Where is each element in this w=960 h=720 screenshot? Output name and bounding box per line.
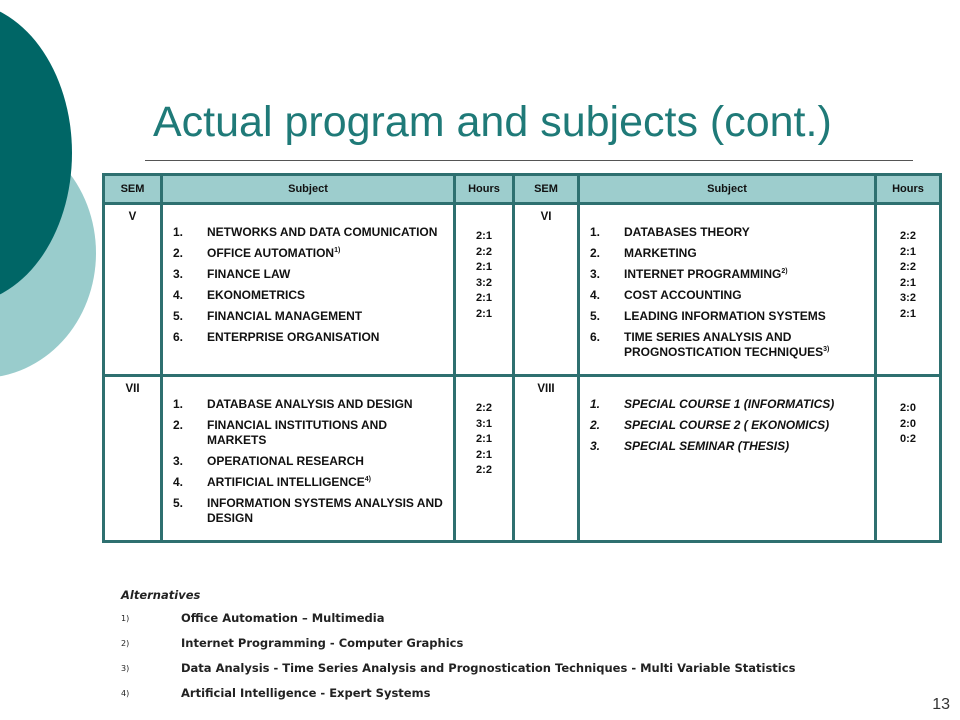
footnote-marker: 1) [334, 247, 341, 254]
table-header-row [104, 175, 941, 204]
subject-number: 2. [590, 418, 601, 432]
subject-item [590, 225, 868, 240]
hours-cell [876, 376, 941, 542]
header-subject: Subject [162, 175, 455, 204]
subject-number: 4. [173, 475, 184, 489]
hours-value: 2:2 [900, 230, 916, 242]
hours-value: 2:1 [900, 245, 916, 258]
subject-number: 4. [173, 288, 184, 302]
alternative-number: 1) [121, 614, 130, 623]
subject-name: COST ACCOUNTING [624, 288, 742, 302]
hours-cell [455, 376, 514, 542]
subject-text [207, 267, 447, 282]
alternative-item [121, 661, 795, 686]
subject-name: ENTERPRISE ORGANISATION [207, 330, 380, 344]
hours-value: 2:0 [900, 402, 916, 414]
subject-text [624, 288, 868, 303]
table-row [104, 204, 941, 376]
subject-number: 2. [590, 246, 601, 260]
subject-item [173, 309, 447, 324]
subject-number: 1. [173, 397, 184, 411]
subject-item [173, 246, 447, 261]
header-subject: Subject [579, 175, 876, 204]
subject-list [163, 205, 453, 359]
hours-value: 0:2 [900, 433, 916, 445]
header-sem: SEM [514, 175, 579, 204]
subject-number: 3. [590, 439, 601, 453]
subject-name: INFORMATION SYSTEMS ANALYSIS AND DESIGN [207, 496, 443, 525]
title-divider [145, 160, 913, 161]
subject-item [590, 330, 868, 360]
subject-item [173, 397, 447, 412]
subject-item [590, 418, 868, 433]
subject-item [590, 246, 868, 261]
program-table [102, 173, 942, 543]
subjects-cell [579, 204, 876, 376]
hours-cell [876, 204, 941, 376]
alternative-number: 2) [121, 639, 130, 648]
subject-name: SPECIAL SEMINAR (THESIS) [624, 439, 790, 453]
subject-text [207, 246, 447, 261]
subject-text [624, 397, 868, 412]
hours-value: 2:1 [476, 292, 492, 304]
subject-list [580, 205, 874, 374]
subject-text [624, 267, 868, 282]
subject-text [207, 496, 447, 526]
footnote-marker: 3) [823, 346, 830, 353]
subject-number: 1. [590, 225, 601, 239]
alternative-item [121, 686, 795, 711]
slide-title: Actual program and subjects (cont.) [153, 98, 832, 146]
subject-name: DATABASES THEORY [624, 225, 750, 239]
subject-name: DATABASE ANALYSIS AND DESIGN [207, 397, 413, 411]
subject-name: INTERNET PROGRAMMING [624, 267, 782, 281]
subject-name: OPERATIONAL RESEARCH [207, 454, 364, 468]
subject-text [207, 225, 447, 240]
subject-number: 5. [590, 309, 601, 323]
subject-list [163, 377, 453, 540]
hours-value: 2:2 [476, 402, 492, 414]
subject-name: ARTIFICIAL INTELLIGENCE [207, 475, 365, 489]
semester-cell: VII [104, 376, 162, 542]
subject-item [173, 267, 447, 282]
subject-number: 4. [590, 288, 601, 302]
subject-name: MARKETING [624, 246, 697, 260]
subject-item [173, 288, 447, 303]
subject-text [624, 246, 868, 261]
subject-number: 1. [590, 397, 601, 411]
subject-text [207, 475, 447, 490]
alternative-item [121, 611, 795, 636]
hours-value: 2:0 [900, 417, 916, 430]
subject-text [624, 418, 868, 433]
hours-value: 2:1 [476, 230, 492, 242]
alternatives-list [121, 611, 795, 711]
subject-item [173, 496, 447, 526]
subject-item [173, 225, 447, 240]
subject-name: EKONOMETRICS [207, 288, 306, 302]
alternative-text: Artificial Intelligence - Expert Systems [181, 686, 431, 700]
alternative-item [121, 636, 795, 661]
subject-number: 2. [173, 246, 184, 260]
hours-value: 2:2 [476, 464, 492, 476]
subject-text [624, 309, 868, 324]
footnote-marker: 2) [781, 268, 788, 275]
subject-list [580, 377, 874, 468]
hours-value: 2:1 [900, 276, 916, 289]
hours-value: 3:2 [476, 276, 492, 289]
semester-cell: VI [514, 204, 579, 376]
alternative-number: 4) [121, 689, 130, 698]
subject-text [207, 397, 447, 412]
subject-number: 6. [173, 330, 184, 344]
subject-name: FINANCIAL INSTITUTIONS AND MARKETS [207, 418, 387, 447]
subject-number: 6. [590, 330, 601, 344]
subject-text [624, 439, 868, 454]
hours-value: 2:1 [476, 261, 492, 273]
subject-number: 5. [173, 309, 184, 323]
subject-item [173, 418, 447, 448]
subject-number: 1. [173, 225, 184, 239]
footnote-marker: 4) [364, 476, 372, 483]
subject-name: TIME SERIES ANALYSIS AND PROGNOSTICATION TECHNIQUES [624, 330, 824, 359]
subject-item [590, 309, 868, 324]
subject-number: 5. [173, 496, 184, 510]
subject-text [624, 225, 868, 240]
subjects-cell [162, 204, 455, 376]
subject-item [173, 330, 447, 345]
subject-name: SPECIAL COURSE 2 ( EKONOMICS) [624, 418, 830, 432]
table-row [104, 376, 941, 542]
header-hours: Hours [455, 175, 514, 204]
alternatives [121, 588, 795, 711]
subject-number: 3. [173, 267, 184, 281]
subject-item [590, 439, 868, 454]
subject-item [590, 288, 868, 303]
slide-number: 13 [932, 696, 950, 713]
hours-value: 2:1 [476, 433, 492, 445]
subject-item [590, 397, 868, 412]
subject-number: 3. [173, 454, 184, 468]
header-hours: Hours [876, 175, 941, 204]
hours-value: 2:1 [476, 448, 492, 461]
subject-item [173, 454, 447, 469]
hours-value: 2:1 [900, 307, 916, 320]
subject-number: 2. [173, 418, 184, 432]
subject-name: FINANCIAL MANAGEMENT [207, 309, 363, 323]
subject-name: SPECIAL COURSE 1 (INFORMATICS) [624, 397, 835, 411]
subject-text [207, 288, 447, 303]
subject-name: FINANCE LAW [207, 267, 291, 281]
subject-name: NETWORKS AND DATA COMUNICATION [207, 225, 438, 239]
subjects-cell [579, 376, 876, 542]
alternative-number: 3) [121, 664, 130, 673]
subject-name: OFFICE AUTOMATION [207, 246, 335, 260]
hours-value: 3:2 [900, 292, 916, 304]
hours-value: 2:2 [476, 245, 492, 258]
hours-value: 2:2 [900, 261, 916, 273]
semester-cell: V [104, 204, 162, 376]
semester-cell: VIII [514, 376, 579, 542]
hours-value: 2:1 [476, 307, 492, 320]
subject-item [173, 475, 447, 490]
alternative-text: Data Analysis - Time Series Analysis and Prognostication Techniques - Multi Variable Statistics [181, 661, 796, 675]
subject-text [207, 330, 447, 345]
alternatives-heading: Alternatives [121, 588, 201, 602]
subject-number: 3. [590, 267, 601, 281]
hours-value: 3:1 [476, 417, 492, 430]
subject-text [207, 309, 447, 324]
subject-text [624, 330, 868, 360]
subject-text [207, 418, 447, 448]
subject-text [207, 454, 447, 469]
header-sem: SEM [104, 175, 162, 204]
subjects-cell [162, 376, 455, 542]
subject-item [590, 267, 868, 282]
subject-name: LEADING INFORMATION SYSTEMS [624, 309, 826, 323]
alternative-text: Internet Programming - Computer Graphics [181, 636, 464, 650]
alternative-text: Office Automation – Multimedia [181, 611, 385, 625]
hours-cell [455, 204, 514, 376]
